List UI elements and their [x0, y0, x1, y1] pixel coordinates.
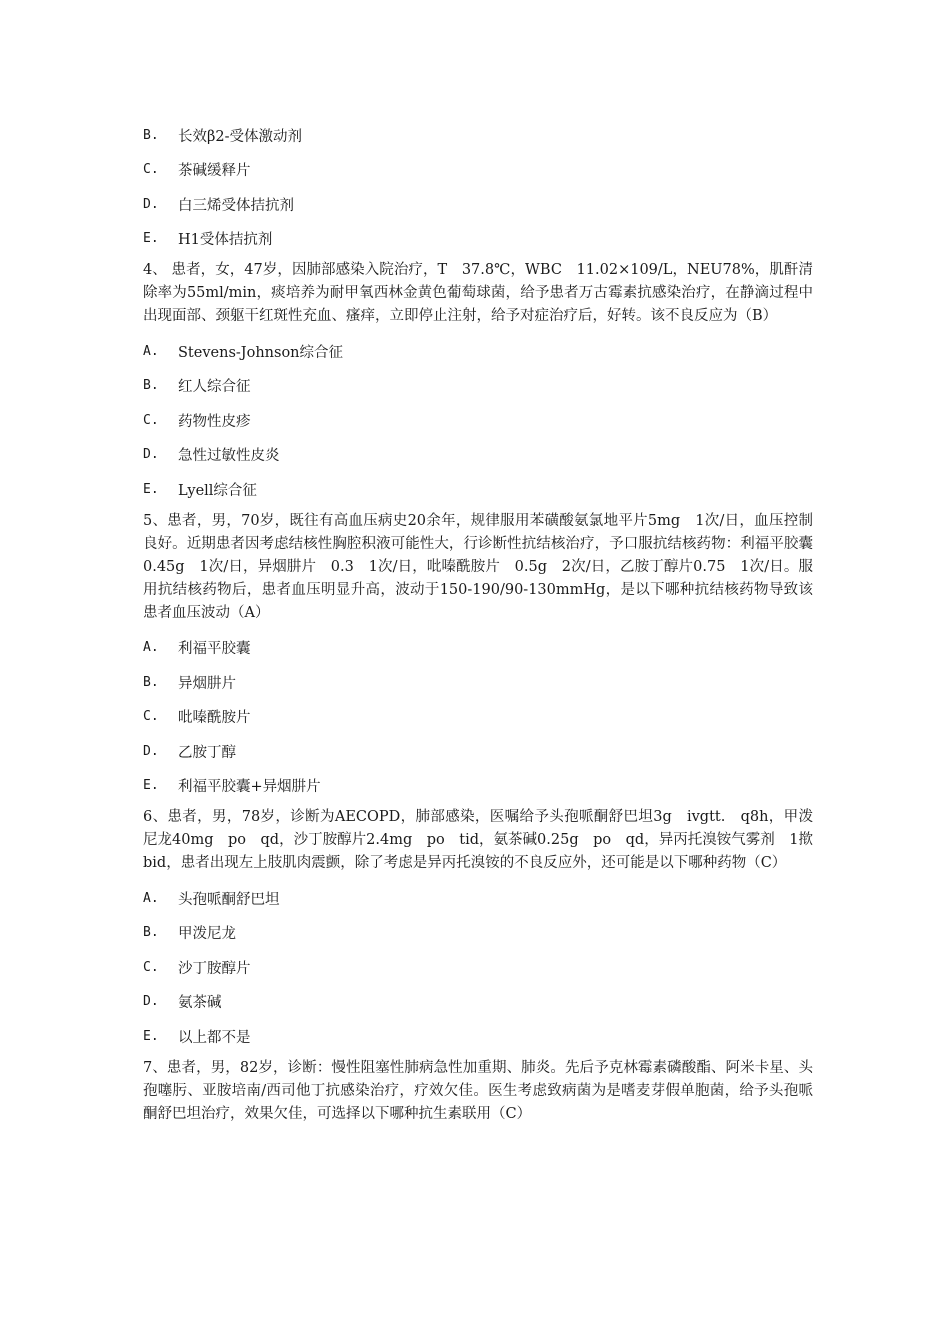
question-5-stem: 5、患者，男，70岁，既往有高血压病史20余年，规律服用苯磺酸氨氯地平片5mg 1次/日，血压控制良好。近期患者因考虑结核性胸腔积液可能性大，行诊断性抗结核治疗，予口服抗结核药物：利福平胶囊0.45g 1次/日，异烟肼片 0.3 1次/日，吡嗪酰胺片 0.5g 2次/日，乙胺丁醇片0.75 1次/日。服用抗结核药物后，患者血压明显升高，波动于150-190/90-130mmHg，是以下哪种抗结核药物导致该患者血压波动（A） [143, 512, 813, 621]
q6-option-c [143, 950, 813, 985]
q4-option-b [143, 369, 813, 404]
document-page [143, 118, 828, 1132]
option-text: 红人综合征 [178, 379, 251, 396]
q5-option-a [143, 631, 813, 666]
q5-option-c [143, 700, 813, 735]
q6-option-e [143, 1019, 813, 1054]
q5-option-e [143, 769, 813, 804]
q3-option-c [143, 153, 813, 188]
q4-option-e [143, 472, 813, 507]
option-letter: D. [143, 743, 159, 759]
option-text: 头孢哌酮舒巴坦 [178, 891, 280, 908]
option-letter: E. [143, 481, 159, 497]
q3-option-b [143, 118, 813, 153]
option-text: 利福平胶囊 [178, 641, 251, 658]
question-6-stem: 6、患者，男，78岁，诊断为AECOPD，肺部感染，医嘱给予头孢哌酮舒巴坦3g ivgtt. q8h，甲泼尼龙40mg po qd，沙丁胺醇片2.4mg po tid，氨茶碱0.25g po qd，异丙托溴铵气雾剂 1揿 bid，患者出现左上肢肌肉震颤，除了考虑是异丙托溴铵的不良反应外，还可能是以下哪种药物（C） [143, 809, 828, 871]
q4-option-c [143, 403, 813, 438]
q5-option-d [143, 734, 813, 769]
q4-option-d [143, 438, 813, 473]
option-text: 茶碱缓释片 [178, 163, 251, 180]
option-letter: A. [143, 343, 159, 359]
option-text: 白三烯受体拮抗剂 [178, 197, 294, 214]
question-4-stem: 4、 患者，女，47岁，因肺部感染入院治疗，T 37.8℃，WBC 11.02×109/L，NEU78%，肌酐清除率为55ml/min，痰培养为耐甲氧西林金黄色葡萄球菌，给予患者万古霉素抗感染治疗，在静滴过程中出现面部、颈躯干红斑性充血、瘙痒，立即停止注射，给予对症治疗后，好转。该不良反应为（B） [143, 262, 813, 324]
option-letter: B. [143, 378, 159, 394]
q3-option-e [143, 222, 813, 257]
option-text: 沙丁胺醇片 [178, 960, 251, 977]
option-letter: E. [143, 778, 159, 794]
option-letter: C. [143, 162, 159, 178]
option-letter: D. [143, 196, 159, 212]
option-letter: A. [143, 640, 159, 656]
option-text: 异烟肼片 [178, 675, 236, 692]
option-text: Stevens-Johnson综合征 [178, 344, 344, 361]
question-7-stem: 7、患者，男，82岁，诊断：慢性阻塞性肺病急性加重期、肺炎。先后予克林霉素磷酸酯、阿米卡星、头孢噻肟、亚胺培南/西司他丁抗感染治疗，疗效欠佳。医生考虑致病菌为是嗜麦芽假单胞菌，给予头孢哌酮舒巴坦治疗，效果欠佳，可选择以下哪种抗生素联用（C） [143, 1059, 813, 1122]
option-text: 乙胺丁醇 [178, 744, 236, 761]
option-text: 利福平胶囊+异烟肼片 [178, 779, 321, 796]
option-letter: E. [143, 1028, 159, 1044]
option-text: 甲泼尼龙 [178, 926, 236, 943]
q3-option-d [143, 187, 813, 222]
q5-option-b [143, 665, 813, 700]
option-text: 长效β2-受体激动剂 [178, 128, 303, 145]
option-letter: E. [143, 231, 159, 247]
option-letter: C. [143, 709, 159, 725]
q6-option-a [143, 881, 813, 916]
q4-option-a [143, 334, 813, 369]
option-text: 氨茶碱 [178, 995, 222, 1012]
option-letter: D. [143, 447, 159, 463]
option-letter: A. [143, 890, 159, 906]
option-letter: B. [143, 925, 159, 941]
option-letter: C. [143, 959, 159, 975]
option-letter: B. [143, 674, 159, 690]
option-text: 药物性皮疹 [178, 413, 251, 430]
option-text: 吡嗪酰胺片 [178, 710, 251, 727]
q6-option-b [143, 916, 813, 951]
q6-option-d [143, 985, 813, 1020]
option-text: H1受体拮抗剂 [178, 232, 273, 249]
option-letter: B. [143, 127, 159, 143]
option-letter: C. [143, 412, 159, 428]
option-letter: D. [143, 994, 159, 1010]
option-text: 急性过敏性皮炎 [178, 448, 280, 465]
option-text: Lyell综合征 [178, 482, 257, 499]
option-text: 以上都不是 [178, 1029, 251, 1046]
